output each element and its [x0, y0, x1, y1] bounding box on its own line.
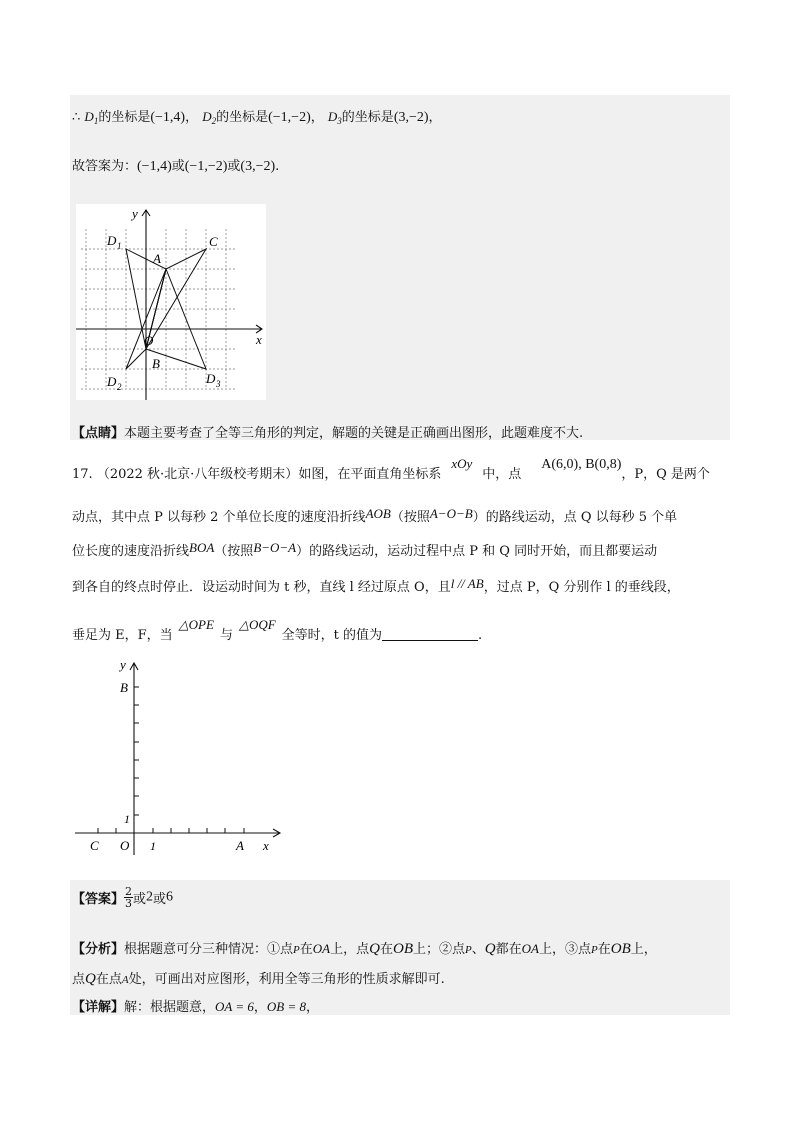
detail-comma: ，: [253, 1000, 267, 1015]
xoy-label: xOy: [451, 456, 473, 471]
analysis-2b: 在点: [95, 972, 122, 987]
detail-line: [72, 996, 319, 1015]
analysis-1j: 上，: [630, 942, 657, 957]
fig1-label-b: B: [152, 356, 160, 371]
analysis-1c: 上，点: [330, 942, 370, 957]
fig2-label-c: C: [90, 838, 99, 853]
analysis-1b: 在: [299, 942, 313, 957]
fig1-label-y: y: [132, 206, 138, 221]
problem-text-2a: 动点，其中点 P 以每秒 2 个单位长度的速度沿折线: [72, 510, 366, 525]
figure-2-ticks: [98, 687, 244, 833]
analysis-2a: 点: [72, 972, 86, 987]
analysis-2c: 处，可画出对应图形，利用全等三角形的性质求解即可.: [128, 972, 445, 987]
analysis-tag: 【分析】: [72, 942, 125, 957]
figure-2: [70, 655, 285, 860]
points-ab: A(6,0), B(0,8): [541, 457, 622, 472]
detail-end: ，: [306, 1000, 320, 1015]
analysis-oa1: OA: [312, 941, 331, 956]
fig2-label-one-x: 1: [150, 839, 156, 853]
problem-number: 17.: [72, 467, 93, 482]
answer-prefix: 故答案为：: [72, 159, 138, 174]
parallel-label: l // AB: [450, 576, 484, 591]
coord-text-1: 的坐标是: [98, 110, 151, 125]
answer-tag: 【答案】: [72, 892, 125, 907]
boa-path: B−O−A: [253, 540, 297, 555]
problem-text-1b: 中，点: [482, 467, 522, 482]
problem-text-5b: 与: [219, 628, 233, 643]
figure-1-bg: [76, 204, 266, 400]
frac-num: 2: [125, 885, 133, 898]
problem-text-2c: ）的路线运动，点 Q 以每秒 5 个单: [472, 510, 678, 525]
comment-line: [72, 422, 583, 441]
detail-tag: 【详解】: [72, 1000, 125, 1015]
comma-3: ，: [428, 110, 442, 125]
coord-text-2: 的坐标是: [216, 110, 269, 125]
d1-label: $D_1$: [84, 109, 99, 126]
detail-oa-eq: OA = 6: [215, 999, 254, 1014]
coords-line: [72, 106, 442, 126]
problem-text-1c: ，P，Q 是两个: [621, 467, 710, 482]
analysis-1a: 根据题意可分三种情况：①点: [124, 942, 294, 957]
problem-text-5c: 全等时，t 的值为: [281, 628, 383, 643]
figure-2-axes: [75, 663, 280, 855]
boa-label: BOA: [189, 540, 215, 555]
analysis-1d: 在: [379, 942, 393, 957]
or-2: 或: [227, 159, 241, 174]
problem-line-2: [72, 506, 677, 525]
aob-path: A−O−B: [429, 506, 473, 521]
analysis-ob1: OB: [393, 941, 413, 957]
problem-text-3a: 位长度的速度沿折线: [72, 544, 190, 559]
fig2-label-y: y: [120, 657, 126, 672]
fig1-label-d3: D: [206, 371, 216, 386]
problem-text-1a: 如图，在平面直角坐标系: [298, 467, 442, 482]
ans-coord-2: (−1,−2): [184, 159, 228, 174]
ans-coord-3: (3,−2): [240, 159, 276, 174]
detail-text: 解：根据题意，: [124, 1000, 216, 1015]
problem-text-4b: ，过点 P，Q 分别作 l 的垂线段，: [483, 580, 680, 595]
problem-text-3c: ）的路线运动，运动过程中点 P 和 Q 同时开始，而且都要运动: [296, 544, 658, 559]
answer-line: [72, 155, 279, 175]
answer-fraction: [124, 886, 133, 909]
therefore-symbol: ∴: [72, 110, 81, 125]
answer-six: 6: [166, 889, 174, 905]
analysis-p3: P: [590, 944, 598, 956]
problem-text-5a: 垂足为 E，F，当: [72, 628, 173, 643]
d3-coord: (3,−2): [393, 110, 429, 125]
d2-label: $D_2$: [202, 109, 217, 126]
figure-1: [76, 204, 266, 400]
fig2-label-x: x: [263, 838, 269, 853]
answer-row: [72, 886, 173, 909]
period-1: .: [275, 159, 280, 174]
detail-ob-eq: OB = 8: [266, 999, 307, 1014]
problem-line-3: [72, 540, 657, 559]
problem-line-5: [72, 617, 483, 643]
analysis-1e: 上；②点: [413, 942, 466, 957]
problem-source: （2022 秋·北京·八年级校考期末）: [96, 467, 299, 482]
analysis-p2: P: [465, 944, 472, 956]
fig1-label-d2-sub: 2: [117, 382, 122, 392]
fig2-label-o: O: [120, 838, 130, 853]
fig1-label-d1: D: [107, 233, 117, 248]
d2-coord: (−1,−2): [268, 110, 311, 125]
fig1-label-x: x: [256, 332, 262, 347]
ans-coord-1: (−1,4): [137, 159, 172, 174]
tri-oqf: △OQF: [238, 617, 276, 632]
answer-or-2: 或: [153, 892, 167, 907]
analysis-1h: 上，③点: [538, 942, 591, 957]
fig2-label-one-y: 1: [124, 812, 130, 826]
coord-text-3: 的坐标是: [341, 110, 394, 125]
analysis-line-2: [72, 968, 445, 988]
comment-tag: 【点睛】: [72, 426, 125, 441]
tri-ope: △OPE: [178, 617, 214, 632]
comment-text: 本题主要考查了全等三角形的判定，解题的关键是正确画出图形，此题难度不大.: [124, 426, 584, 441]
fig2-label-a: A: [236, 838, 244, 853]
answer-or-1: 或: [133, 892, 147, 907]
problem-text-3b: （按照: [214, 544, 254, 559]
fig1-label-c: C: [209, 234, 218, 249]
analysis-q2: Q: [484, 941, 496, 957]
comma-2: ，: [310, 110, 324, 125]
analysis-q1: Q: [369, 941, 380, 957]
d1-coord: (−1,4): [150, 110, 186, 125]
problem-text-5d: .: [478, 628, 483, 643]
analysis-1f: 、: [471, 942, 485, 957]
answer-blank[interactable]: [382, 628, 478, 641]
analysis-a: A: [121, 974, 129, 986]
fig1-label-d1-sub: 1: [117, 241, 122, 251]
problem-line-1: [72, 456, 710, 483]
answer-two: 2: [146, 889, 154, 905]
analysis-q3: Q: [85, 971, 96, 987]
analysis-1i: 在: [597, 942, 611, 957]
fig1-label-a: A: [153, 251, 161, 266]
analysis-ob2: OB: [610, 941, 631, 957]
problem-text-4a: 到各自的终点时停止．设运动时间为 t 秒，直线 l 经过原点 O，且: [72, 580, 451, 595]
comma-1: ，: [185, 110, 199, 125]
fig1-label-d3-sub: 3: [216, 379, 221, 389]
problem-line-4: [72, 576, 680, 595]
fig2-label-b: B: [120, 680, 128, 695]
analysis-p1: P: [293, 944, 300, 956]
analysis-1g: 都在: [495, 942, 522, 957]
analysis-line-1: [72, 938, 657, 958]
frac-den: 3: [125, 897, 133, 910]
or-1: 或: [171, 159, 185, 174]
analysis-oa2: OA: [521, 941, 539, 956]
aob-label: AOB: [365, 506, 391, 521]
problem-text-2b: （按照: [390, 510, 430, 525]
d3-label: $D_3$: [327, 109, 342, 126]
fig1-label-d2: D: [107, 374, 117, 389]
fig1-label-o: O: [144, 333, 154, 348]
